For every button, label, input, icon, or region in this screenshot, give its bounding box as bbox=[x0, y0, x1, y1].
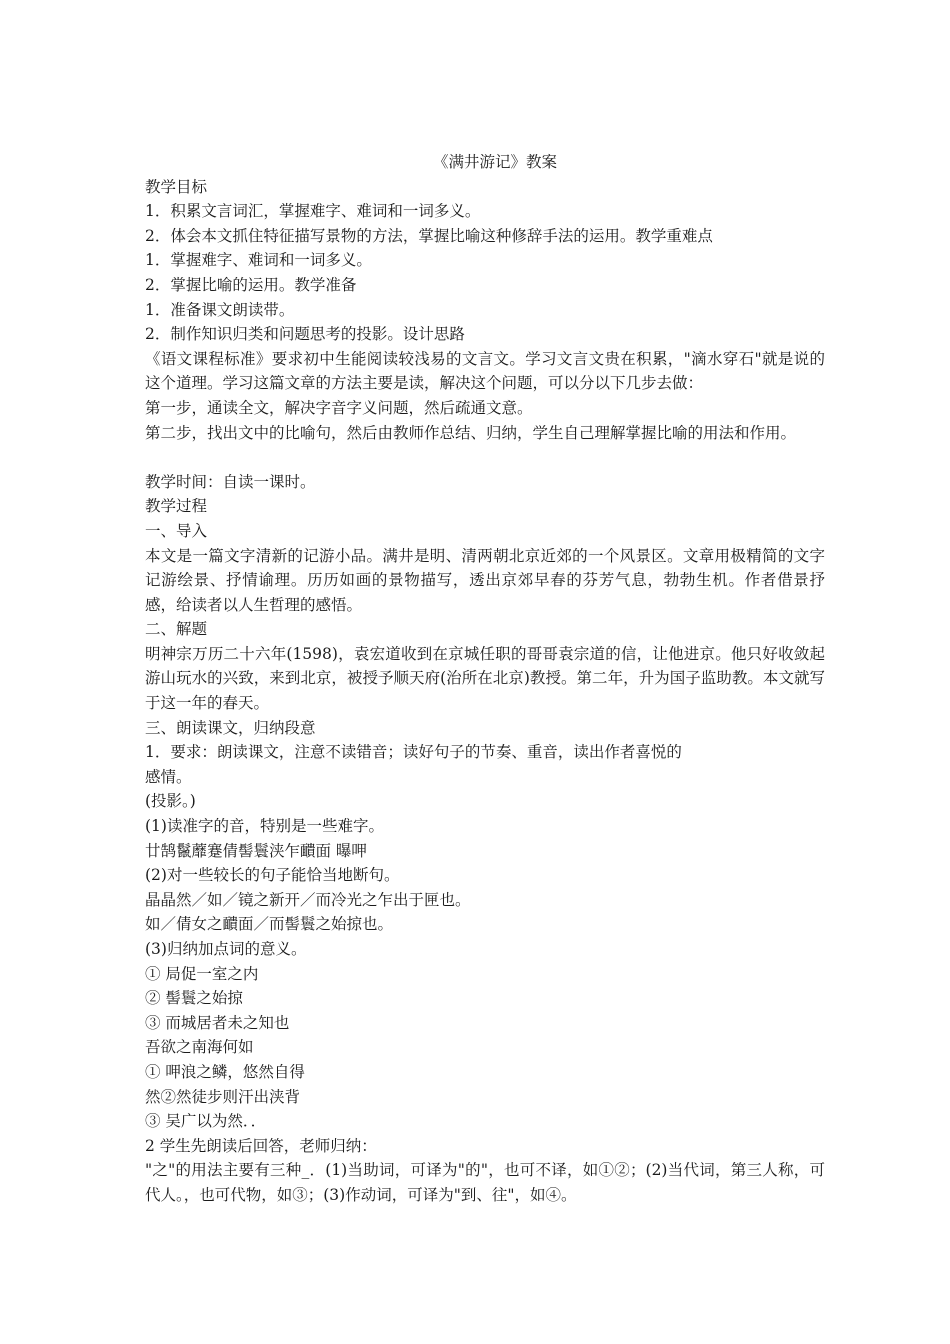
zhi-example-4: 吾欲之南海何如 bbox=[145, 1038, 254, 1057]
preparation-item-2: 2．制作知识归类和问题思考的投影。设计思路 bbox=[145, 325, 465, 344]
introduction-paragraph: 本文是一篇文字清新的记游小品。满井是明、清两朝北京近郊的一个风景区。文章用极精简的文字记游绘景、抒情谕理。历历如画的景物描写，透出京郊早春的芬芳气息，勃勃生机。作者借景抒感，给读者以人生哲理的感悟。 bbox=[145, 546, 825, 614]
section-title-explanation: 二、解题 bbox=[145, 620, 208, 639]
design-paragraph: 《语文课程标准》要求初中生能阅读较浅易的文言文。学习文言文贵在积累，"滴水穿石"就是说的这个道理。学习这篇文章的方法主要是读，解决这个问题，可以分以下几步去做： bbox=[145, 349, 825, 393]
design-step-1: 第一步，通读全文，解决字音字义问题，然后疏通文意。 bbox=[145, 398, 533, 417]
projection-note: (投影。) bbox=[145, 792, 196, 811]
answer-instruction: 2 学生先朗读后回答，老师归纳： bbox=[145, 1136, 377, 1155]
reading-item-1: (1)读准字的音，特别是一些难字。 bbox=[145, 817, 384, 836]
sentence-break-2: 如／倩女之靧面／而髻鬟之始掠也。 bbox=[145, 915, 394, 934]
reading-item-3: (3)归纳加点词的意义。 bbox=[145, 940, 307, 958]
preparation-item-1: 1．准备课文朗读带。 bbox=[145, 300, 295, 319]
reading-requirement: 1．要求：朗读课文，注意不读错音；读好句子的节奏、重音，读出作者喜悦的 bbox=[145, 743, 682, 762]
zhi-example-3: ③ 而城居者未之知也 bbox=[145, 1013, 290, 1032]
section-reading: 三、朗读课文，归纳段意 bbox=[145, 718, 316, 737]
design-step-2: 第二步，找出文中的比喻句，然后由教师作总结、归纳，学生自己理解掌握比喻的用法和作用。 bbox=[145, 423, 797, 442]
key-point-item-2: 2．掌握比喻的运用。教学准备 bbox=[145, 275, 357, 294]
section-introduction: 一、导入 bbox=[145, 521, 208, 540]
heading-process: 教学过程 bbox=[145, 497, 208, 516]
ran-example-3: ③ 吴广以为然．． bbox=[145, 1112, 267, 1131]
sentence-break-1: 晶晶然／如／镜之新开／而冷光之乍出于匣也。 bbox=[145, 890, 471, 909]
objective-item-1: 1．积累文言词汇，掌握难字、难词和一词多义。 bbox=[145, 202, 481, 221]
zhi-example-2: ② 髻鬟之始掠 bbox=[145, 989, 243, 1008]
heading-objectives: 教学目标 bbox=[145, 177, 208, 196]
document-body bbox=[145, 150, 825, 1208]
zhi-usage-paragraph: "之"的用法主要有三种_．(1)当助词，可译为"的"，也可不译，如①②；(2)当代词，第三人称，可代人。，也可代物，如③；(3)作动词，可译为"到、往"，如④。 bbox=[145, 1161, 825, 1204]
difficult-characters: 廿鹄鬣蘼蹇倩髻鬟浃乍靧面 曝呷 bbox=[145, 841, 367, 860]
blank-line bbox=[145, 445, 825, 470]
ran-example-1: ① 呷浪之鳞，悠然自得 bbox=[145, 1062, 305, 1081]
ran-example-2: 然②然徒步则汗出浃背 bbox=[145, 1087, 301, 1106]
teaching-time: 教学时间：自读一课时。 bbox=[145, 472, 316, 491]
title-explanation-paragraph: 明神宗万历二十六年(1598)，袁宏道收到在京城任职的哥哥袁宗道的信，让他进京。他只好收敛起游山玩水的兴致，来到北京，被授予顺天府(治所在北京)教授。第二年，升为国子监助教。本文就写于这一年的春天。 bbox=[145, 644, 825, 713]
key-point-item-1: 1．掌握难字、难词和一词多义。 bbox=[145, 251, 372, 270]
zhi-example-1: ① 局促一室之内 bbox=[145, 964, 259, 983]
reading-requirement-continued: 感情。 bbox=[145, 767, 192, 786]
document-title: 《满井游记》教案 bbox=[432, 153, 557, 171]
reading-item-2: (2)对一些较长的句子能恰当地断句。 bbox=[145, 866, 400, 885]
objective-item-2: 2．体会本文抓住特征描写景物的方法，掌握比喻这种修辞手法的运用。教学重难点 bbox=[145, 226, 713, 245]
